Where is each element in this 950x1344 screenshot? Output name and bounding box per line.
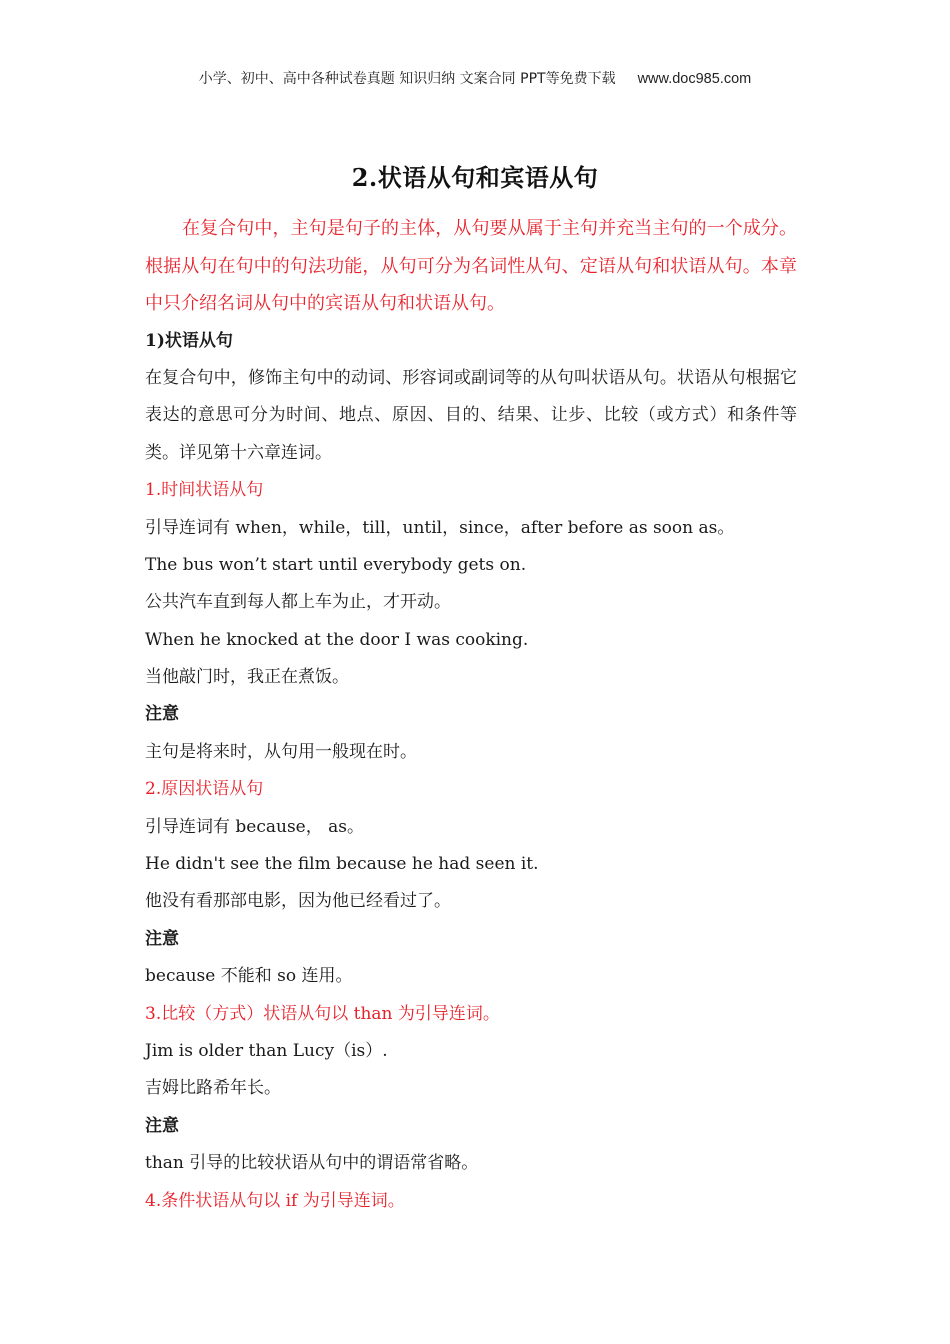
header-url[interactable]: www.doc985.com xyxy=(637,71,752,87)
subheading-comparison-clause: 3.比较（方式）状语从句以 than 为引导连词。 xyxy=(145,1003,500,1024)
comparison-note-label: 注意 xyxy=(145,1115,179,1136)
document-title: 2.状语从句和宾语从句 xyxy=(351,163,599,192)
time-example1-en: The bus won’t start until everybody gets on. xyxy=(145,554,527,575)
reason-note: because 不能和 so 连用。 xyxy=(145,966,353,987)
reason-note-label: 注意 xyxy=(145,928,179,949)
comparison-example-en: Jim is older than Lucy（is）. xyxy=(145,1040,388,1061)
comparison-note: than 引导的比较状语从句中的谓语常省略。 xyxy=(145,1153,479,1174)
comparison-example-zh: 吉姆比路希年长。 xyxy=(145,1078,281,1099)
reason-conjunctions: 引导连词有 because， as。 xyxy=(145,816,364,837)
subheading-reason-clause: 2.原因状语从句 xyxy=(145,779,264,800)
time-example1-zh: 公共汽车直到每人都上车为止，才开动。 xyxy=(145,592,451,613)
time-conjunctions: 引导连词有 when，while，till，until，since，after before as soon as。 xyxy=(145,517,735,538)
time-example2-en: When he knocked at the door I was cooking. xyxy=(145,629,529,650)
header-text: 小学、初中、高中各种试卷真题 知识归纳 文案合同 PPT等免费下载 xyxy=(198,71,616,87)
reason-example-zh: 他没有看那部电影，因为他已经看过了。 xyxy=(145,891,451,912)
section-heading-adverbial: 1)状语从句 xyxy=(145,330,233,351)
intro-paragraph: 在复合句中，主句是句子的主体，从句要从属于主句并充当主句的一个成分。根据从句在句中的句法功能，从句可分为名词性从句、定语从句和状语从句。本章中只介绍名词从句中的宾语从句和状语从句。 xyxy=(145,218,797,314)
time-note: 主句是将来时，从句用一般现在时。 xyxy=(145,741,417,762)
section-description: 在复合句中，修饰主句中的动词、形容词或副词等的从句叫状语从句。状语从句根据它表达的意思可分为时间、地点、原因、目的、结果、让步、比较（或方式）和条件等类。详见第十六章连词。 xyxy=(145,367,797,463)
document-body xyxy=(145,210,797,1220)
page-header xyxy=(0,68,950,88)
time-example2-zh: 当他敲门时，我正在煮饭。 xyxy=(145,667,349,688)
reason-example-en: He didn't see the film because he had seen it. xyxy=(145,854,539,875)
time-note-label: 注意 xyxy=(145,704,179,725)
subheading-condition-clause: 4.条件状语从句以 if 为引导连词。 xyxy=(145,1190,405,1211)
subheading-time-clause: 1.时间状语从句 xyxy=(145,480,264,501)
